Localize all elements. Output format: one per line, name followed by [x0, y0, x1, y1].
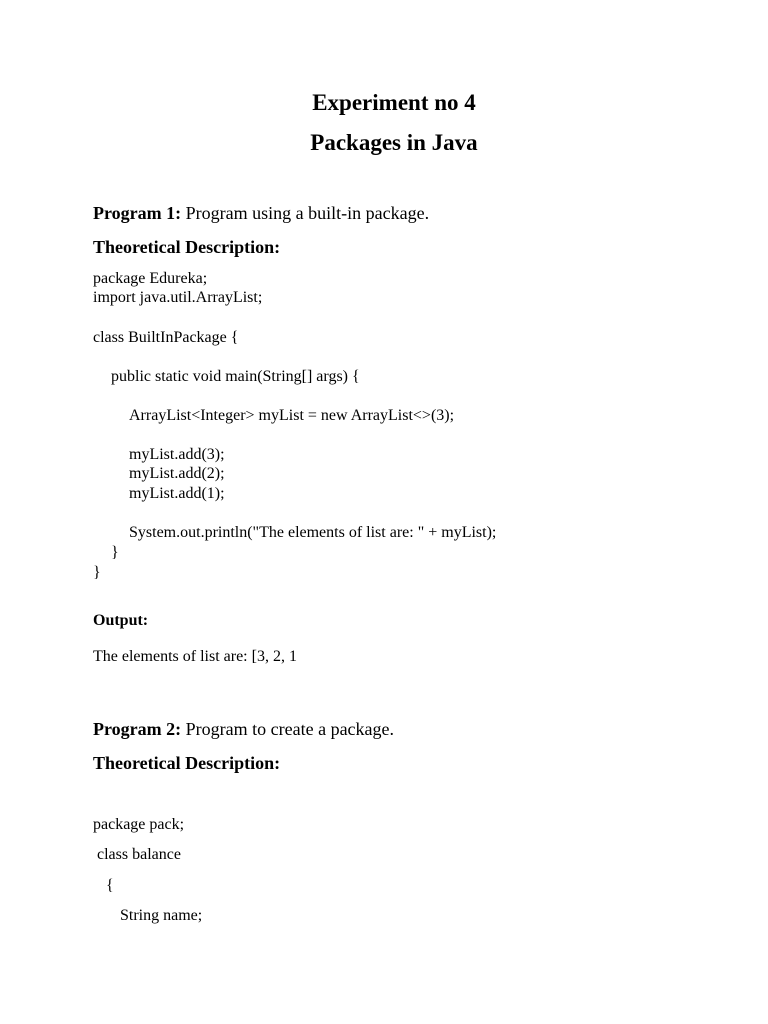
- program1-label: Program 1:: [93, 203, 182, 223]
- code-line: ArrayList<Integer> myList = new ArrayList<>(3);: [129, 407, 455, 424]
- program1-theory-heading: Theoretical Description:: [93, 237, 281, 257]
- code-line: class balance: [97, 846, 181, 863]
- document-title: Experiment no 4: [312, 90, 476, 115]
- program2-description: Program to create a package.: [181, 719, 395, 739]
- code-line: System.out.println("The elements of list are: " + myList);: [129, 524, 497, 541]
- code-line: package Edureka;: [93, 270, 208, 287]
- code-line: myList.add(3);: [129, 446, 225, 463]
- document-subtitle: Packages in Java: [310, 130, 478, 155]
- program1-heading: [93, 204, 429, 222]
- program2-heading: [93, 720, 394, 738]
- code-line: String name;: [120, 907, 203, 924]
- code-line: myList.add(1);: [129, 485, 225, 502]
- code-line: {: [106, 877, 114, 894]
- program1-description: Program using a built-in package.: [181, 203, 430, 223]
- code-line: }: [93, 564, 101, 581]
- program1-output-label: Output:: [93, 612, 149, 629]
- code-line: package pack;: [93, 816, 185, 833]
- code-line: }: [111, 544, 119, 561]
- code-line: class BuiltInPackage {: [93, 329, 239, 346]
- program2-theory-heading: Theoretical Description:: [93, 753, 281, 773]
- program2-label: Program 2:: [93, 719, 182, 739]
- code-line: public static void main(String[] args) {: [111, 368, 360, 385]
- code-line: import java.util.ArrayList;: [93, 289, 263, 306]
- code-line: myList.add(2);: [129, 465, 225, 482]
- program1-output-text: The elements of list are: [3, 2, 1: [93, 648, 297, 665]
